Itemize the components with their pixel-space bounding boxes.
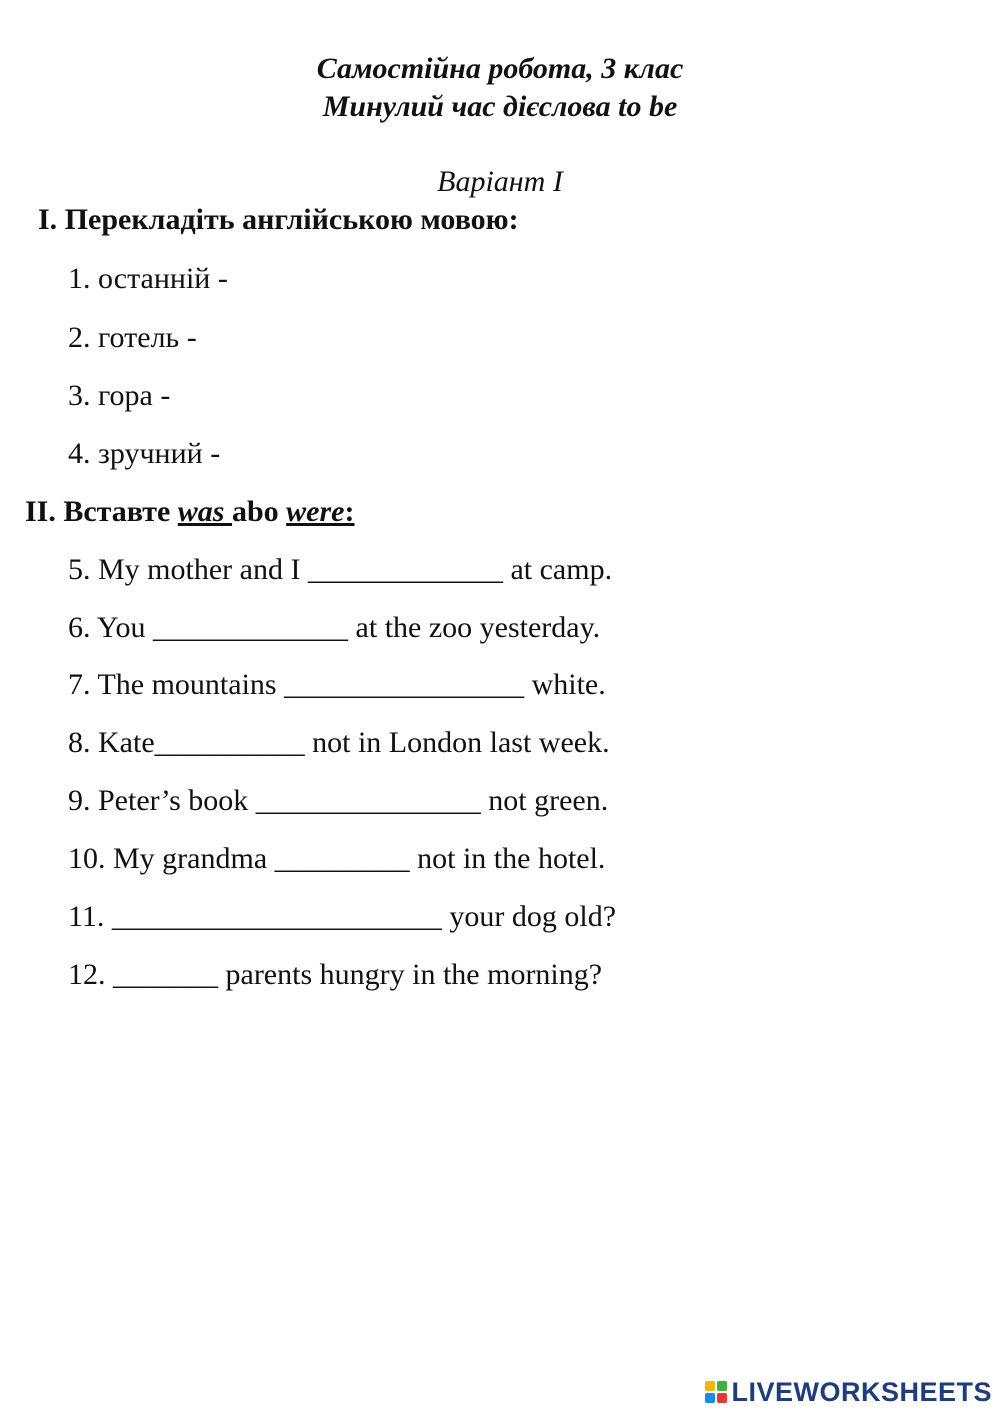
section-2-middle: abo: [231, 495, 279, 528]
exercise-sentence: 6. You _____________ at the zoo yesterday.: [68, 611, 601, 644]
worksheet-title-line2: Минулий час дієслова to be: [322, 90, 678, 123]
item-number: 4.: [68, 437, 91, 470]
exercise-sentence: 12. _______ parents hungry in the morning?: [68, 958, 603, 991]
section-2-numeral: II.: [25, 495, 56, 528]
section-1-heading: [38, 203, 519, 237]
translate-item: [68, 262, 228, 296]
exercise-sentence: 11. ______________________ your dog old?: [68, 900, 617, 933]
was-word: was: [177, 495, 232, 528]
exercise-sentence: 9. Peter’s book _______________ not green.: [68, 784, 609, 817]
section-2-colon: :: [344, 495, 355, 528]
logo-square: [717, 1381, 727, 1391]
watermark-text: LIVEWORKSHEETS: [731, 1376, 992, 1407]
variant-label: Варіант І: [437, 165, 563, 198]
logo-square: [705, 1393, 715, 1403]
logo-square: [705, 1381, 715, 1391]
item-word: останній -: [98, 262, 228, 295]
liveworksheets-logo-icon: [705, 1381, 727, 1403]
exercise-sentence: 8. Kate__________ not in London last week.: [68, 726, 610, 759]
were-word: were: [286, 495, 345, 528]
worksheet-title-line1: Самостійна робота, 3 клас: [316, 52, 684, 85]
section-2-title-prefix: Вставте: [63, 495, 171, 528]
translate-item: [68, 321, 197, 355]
exercise-sentence: 10. My grandma _________ not in the hotel.: [68, 842, 606, 875]
exercise-sentence: 5. My mother and I _____________ at camp.: [68, 553, 613, 586]
item-number: 2.: [68, 321, 91, 354]
translate-item: [68, 437, 220, 471]
liveworksheets-watermark: [705, 1375, 992, 1409]
translate-item: [68, 379, 170, 413]
item-word: гора -: [98, 379, 171, 412]
exercise-sentence: 7. The mountains ________________ white.: [68, 668, 606, 701]
section-1-numeral: I.: [38, 203, 58, 236]
logo-square: [717, 1393, 727, 1403]
item-number: 1.: [68, 262, 91, 295]
section-1-title: Перекладіть англійською мовою:: [64, 203, 519, 236]
section-2-heading: [25, 495, 355, 529]
item-word: зручний -: [98, 437, 221, 470]
item-word: готель -: [98, 321, 197, 354]
item-number: 3.: [68, 379, 91, 412]
